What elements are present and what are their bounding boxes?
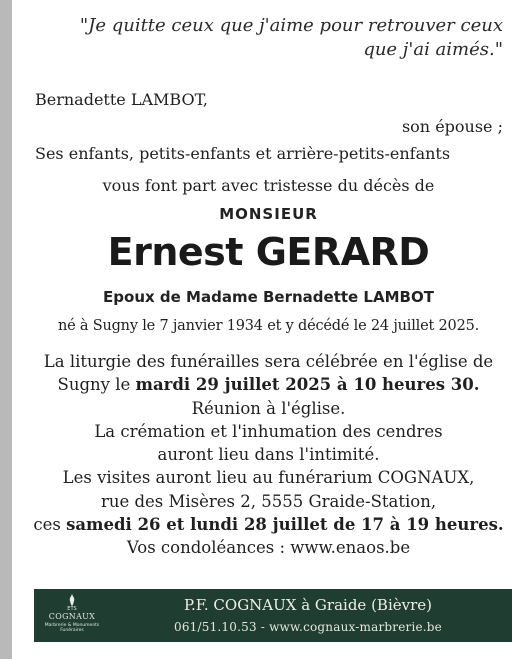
funeral-home-banner (34, 589, 512, 642)
liturgy-line-1: La liturgie des funérailles sera célébrée en l'église de (43, 352, 494, 371)
visits-line-1: Les visites auront lieu au funérarium COGNAUX, (62, 468, 475, 488)
epigraph-quote: "Je quitte ceux que j'aime pour retrouver ceux que j'ai aimés." (79, 15, 503, 60)
liturgy-place: Sugny le (57, 375, 136, 395)
visits-line-2: rue des Misères 2, 5555 Graide-Station, (100, 491, 437, 511)
children-line: Ses enfants, petits-enfants et arrière-petits-enfants (35, 144, 451, 163)
funeral-details (26, 350, 511, 560)
spouse-role: son épouse ; (401, 117, 503, 136)
flame-icon (68, 594, 76, 606)
cremation-line-2: auront lieu dans l'intimité. (157, 445, 380, 465)
left-border-bar (0, 0, 12, 659)
announcement-line: vous font part avec tristesse du décès de (102, 176, 435, 195)
meeting-line: Réunion à l'église. (191, 398, 346, 418)
deceased-name: Ernest GERARD (107, 230, 430, 274)
funeral-home-logo (42, 594, 102, 637)
liturgy-line-2 (26, 373, 511, 396)
cremation-line-1: La crémation et l'inhumation des cendres (94, 421, 443, 441)
logo-ets-text: ETS (67, 606, 77, 612)
logo-name-text: COGNAUX (48, 612, 96, 621)
liturgy-datetime: mardi 29 juillet 2025 à 10 heures 30. (135, 375, 480, 395)
condolences-line: Vos condoléances : www.enaos.be (126, 538, 411, 558)
honorific: MONSIEUR (219, 205, 318, 223)
funeral-home-name: P.F. COGNAUX à Graide (Bièvre) (183, 596, 432, 614)
logo-subtitle: Marbrerie & Monuments Funéraires (44, 623, 100, 633)
spouse-line: Epoux de Madame Bernadette LAMBOT (103, 288, 434, 306)
birth-death-line: né à Sugny le 7 janvier 1934 et y décédé le 24 juillet 2025. (57, 318, 480, 334)
visits-prefix: ces (33, 515, 67, 535)
visits-line-3 (26, 513, 511, 536)
death-notice (12, 0, 525, 659)
visits-datetime: samedi 26 et lundi 28 juillet de 17 à 19 heures. (66, 515, 504, 535)
spouse-name: Bernadette LAMBOT, (35, 90, 208, 109)
funeral-home-contact: 061/51.10.53 - www.cognaux-marbrerie.be (174, 620, 442, 634)
